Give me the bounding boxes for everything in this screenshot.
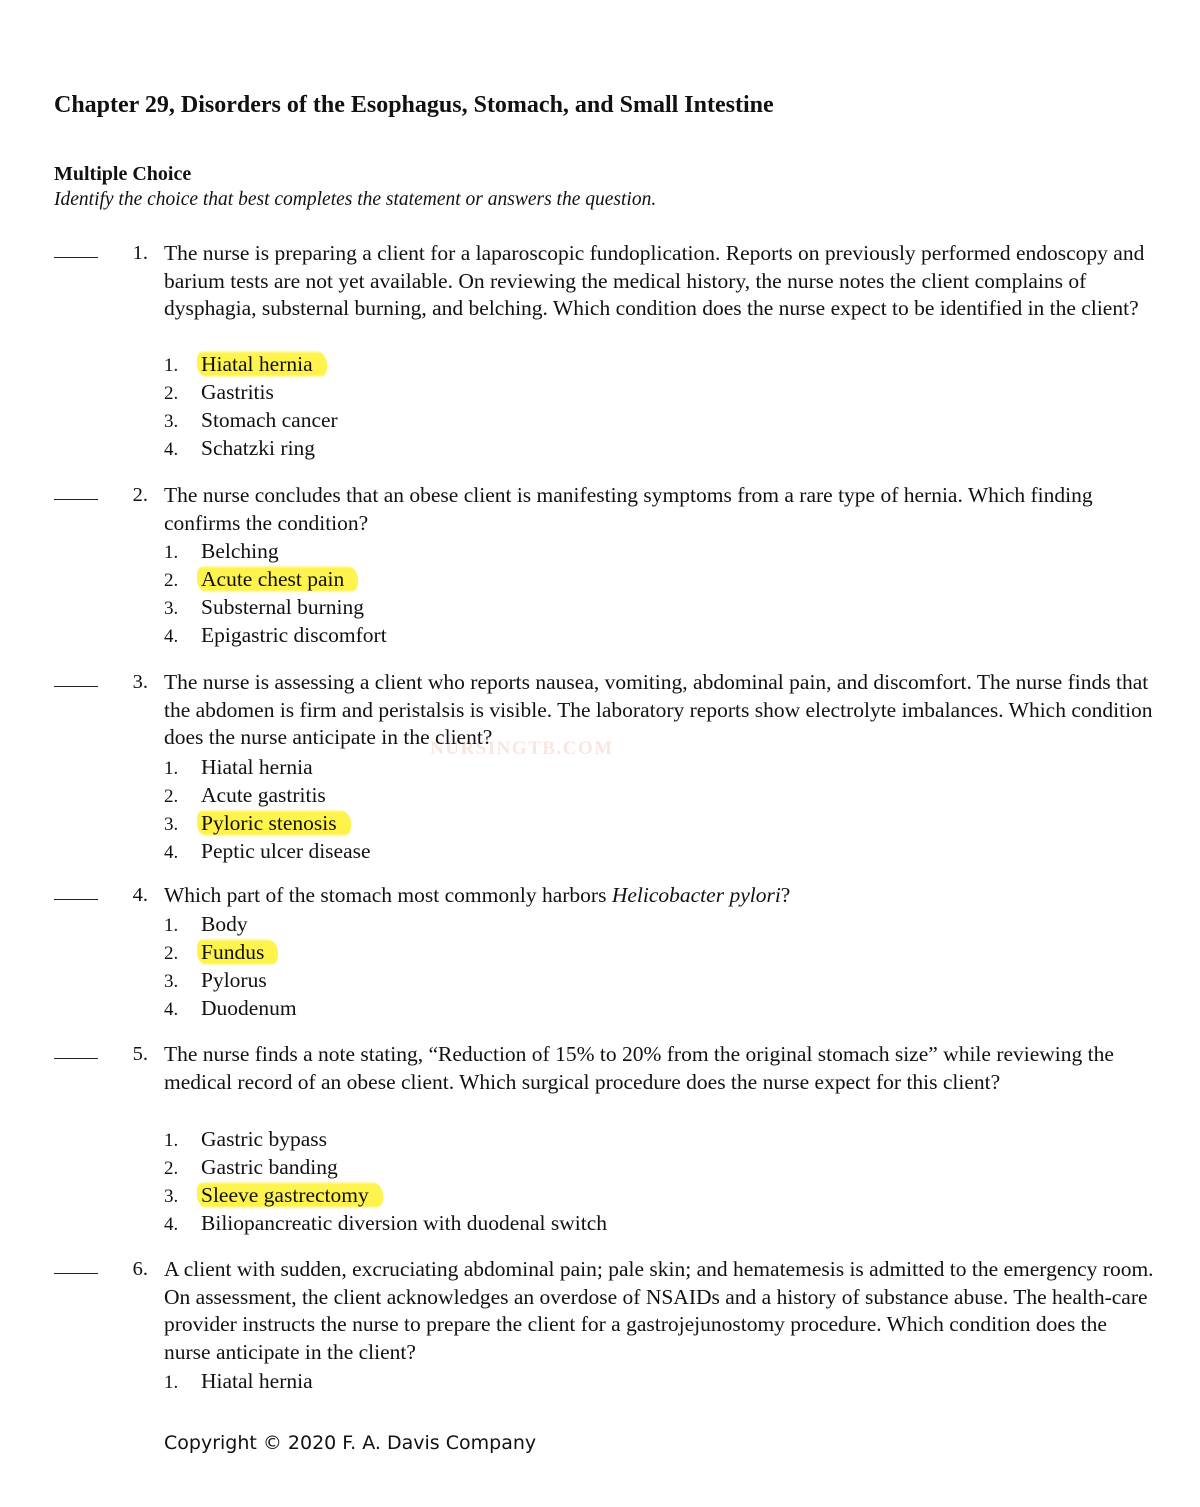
option (164, 837, 375, 865)
option (164, 378, 342, 406)
option-text-highlighted: Acute chest pain (197, 565, 358, 593)
question-number: 5. (132, 1043, 148, 1065)
question-number: 3. (132, 671, 148, 693)
instructions: Identify the choice that best completes the statement or answers the question. (54, 189, 657, 210)
option-number: 3. (164, 411, 179, 432)
option-list (164, 1367, 317, 1395)
option-list (164, 910, 301, 1022)
option-number: 3. (164, 1186, 179, 1207)
option (164, 1125, 611, 1153)
organism-name: Helicobacter pylori (611, 883, 781, 907)
watermark: NURSINGTB.COM (430, 738, 614, 759)
option (164, 1153, 611, 1181)
question-stem (164, 882, 1154, 910)
option-number: 3. (164, 598, 179, 619)
chapter-title: Chapter 29, Disorders of the Esophagus, Stomach, and Small Intestine (54, 92, 774, 118)
option (164, 1367, 317, 1395)
option-number: 4. (164, 439, 179, 460)
option-text: Hiatal hernia (201, 755, 313, 779)
option (164, 434, 342, 462)
option-number: 2. (164, 570, 179, 591)
answer-blank (54, 1273, 98, 1274)
option-text: Stomach cancer (201, 408, 338, 432)
option-text-highlighted: Pyloric stenosis (197, 809, 351, 837)
option (164, 966, 301, 994)
question-stem: The nurse concludes that an obese client is manifesting symptoms from a rare type of hernia. Which finding confirms the condition? (164, 483, 1093, 535)
option (164, 994, 301, 1022)
option (164, 753, 375, 781)
option-list (164, 350, 342, 462)
option-number: 1. (164, 758, 179, 779)
question-stem: A client with sudden, excruciating abdominal pain; pale skin; and hematemesis is admitted to the emergency room. On assessment, the client acknowledges an overdose of NSAIDs and a history of substance abuse. The health-care provider instructs the nurse to prepare the client for a gastrojejunostomy procedure. Which condition does the nurse anticipate in the client? (164, 1257, 1154, 1364)
option-number: 1. (164, 1372, 179, 1393)
answer-blank (54, 899, 98, 900)
option (164, 1181, 611, 1209)
option (164, 1209, 611, 1237)
answer-blank (54, 257, 98, 258)
option-number: 2. (164, 943, 179, 964)
question-number: 2. (132, 484, 148, 506)
option-number: 1. (164, 915, 179, 936)
option-number: 1. (164, 542, 179, 563)
option-text-highlighted: Hiatal hernia (197, 350, 327, 378)
option-text: Duodenum (201, 996, 297, 1020)
option (164, 781, 375, 809)
option-number: 4. (164, 626, 179, 647)
option (164, 565, 391, 593)
option-text-highlighted: Fundus (197, 938, 278, 966)
option-text: Schatzki ring (201, 436, 316, 460)
option-list (164, 753, 375, 865)
option-number: 4. (164, 842, 179, 863)
option-text: Gastric bypass (201, 1127, 327, 1151)
option-number: 3. (164, 814, 179, 835)
question-stem: The nurse is preparing a client for a laparoscopic fundoplication. Reports on previously performed endoscopy and barium tests are not yet available. On reviewing the medical history, the nurse notes the client complains of dysphagia, substernal burning, and belching. Which condition does the nurse expect to be identified in the client? (164, 241, 1145, 320)
option-text-highlighted: Sleeve gastrectomy (197, 1181, 383, 1209)
option-number: 2. (164, 786, 179, 807)
option-text: Body (201, 912, 248, 936)
option (164, 621, 391, 649)
question-stem-text: Which part of the stomach most commonly harbors (164, 883, 612, 907)
option-text: Hiatal hernia (201, 1369, 313, 1393)
option (164, 350, 342, 378)
option-text: Acute gastritis (201, 783, 326, 807)
answer-blank (54, 499, 98, 500)
option-number: 3. (164, 971, 179, 992)
answer-blank (54, 686, 98, 687)
option (164, 406, 342, 434)
option (164, 593, 391, 621)
answer-blank (54, 1058, 98, 1059)
copyright-footer: Copyright © 2020 F. A. Davis Company (164, 1432, 537, 1454)
section-heading: Multiple Choice (54, 163, 192, 185)
question-number: 4. (132, 884, 148, 906)
option-text: Pylorus (201, 968, 267, 992)
question-number: 6. (132, 1258, 148, 1280)
option-number: 1. (164, 355, 179, 376)
option-number: 2. (164, 1158, 179, 1179)
question-stem-end: ? (780, 883, 791, 907)
option (164, 938, 301, 966)
option-text: Epigastric discomfort (201, 623, 387, 647)
option-number: 1. (164, 1130, 179, 1151)
option (164, 809, 375, 837)
option-list (164, 537, 391, 649)
option-number: 4. (164, 1214, 179, 1235)
option (164, 910, 301, 938)
option (164, 537, 391, 565)
option-list (164, 1125, 611, 1237)
option-text: Belching (201, 539, 279, 563)
option-text: Peptic ulcer disease (201, 839, 371, 863)
option-number: 2. (164, 383, 179, 404)
option-number: 4. (164, 999, 179, 1020)
option-text: Biliopancreatic diversion with duodenal switch (201, 1211, 608, 1235)
question-number: 1. (132, 242, 148, 264)
option-text: Gastritis (201, 380, 274, 404)
option-text: Substernal burning (201, 595, 365, 619)
option-text: Gastric banding (201, 1155, 338, 1179)
question-stem: The nurse finds a note stating, “Reduction of 15% to 20% from the original stomach size” while reviewing the medical record of an obese client. Which surgical procedure does the nurse expect for this client? (164, 1042, 1114, 1094)
question-stem: The nurse is assessing a client who reports nausea, vomiting, abdominal pain, and discomfort. The nurse finds that the abdomen is firm and peristalsis is visible. The laboratory reports show electrolyte imbalances. Which condition does the nurse anticipate in the client? (164, 670, 1153, 749)
